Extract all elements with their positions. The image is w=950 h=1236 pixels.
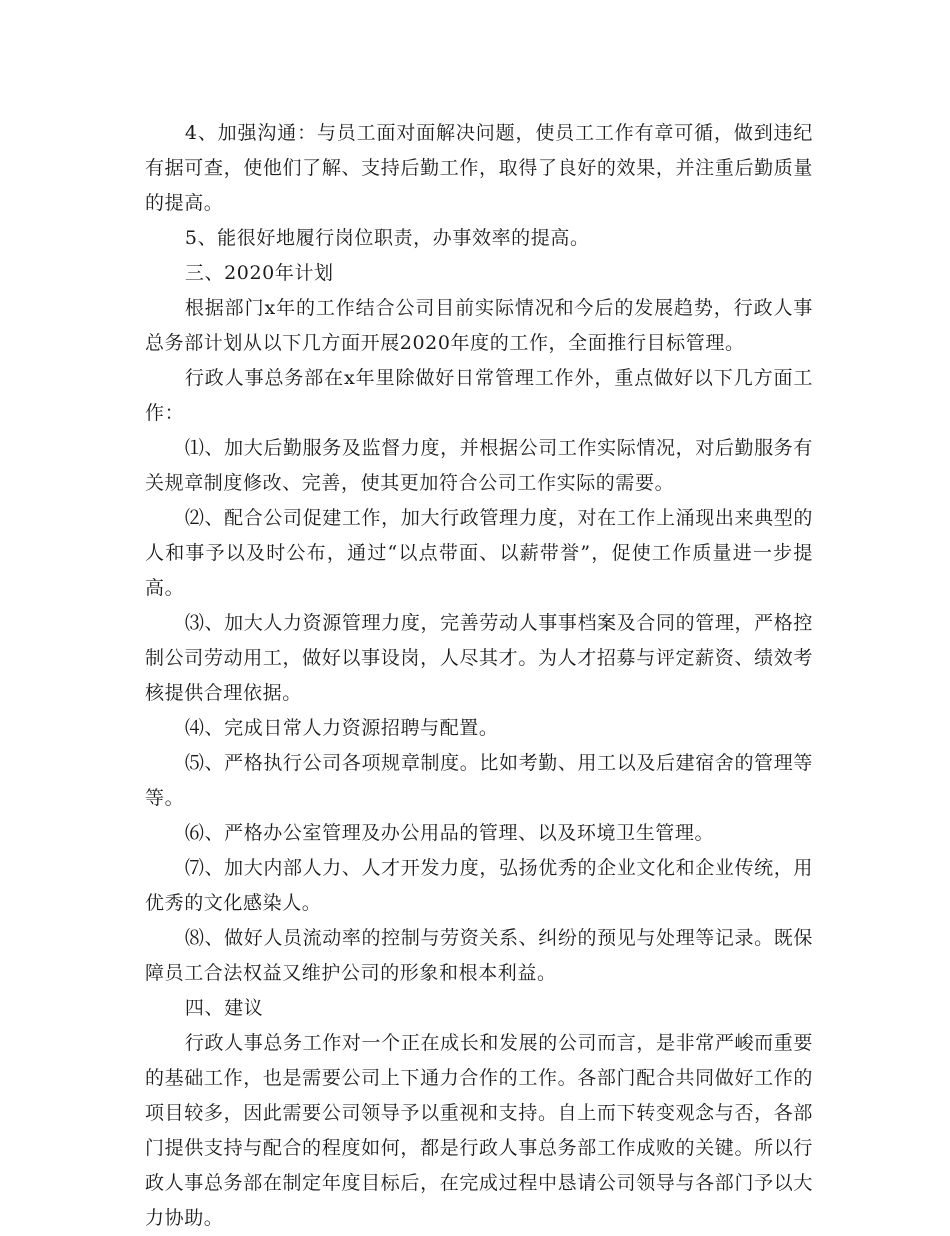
plan-item-2: ⑵、配合公司促建工作，加大行政管理力度，对在工作上涌现出来典型的人和事予以及时公布，通过“以点带面、以薪带誉”，促使工作质量进一步提高。: [145, 507, 813, 599]
plan-item-3: ⑶、加大人力资源管理力度，完善劳动人事事档案及合同的管理，严格控制公司劳动用工，做好以事设岗，人尽其才。为人才招募与评定薪资、绩效考核提供合理依据。: [145, 612, 813, 704]
section-heading-suggestions: 四、建议: [184, 997, 264, 1019]
document-body: [145, 116, 813, 1236]
plan-item-5: ⑸、严格执行公司各项规章制度。比如考勤、用工以及后建宿舍的管理等等。: [145, 752, 813, 809]
paragraph-item-5-duties: 5、能很好地履行岗位职责，办事效率的提高。: [184, 227, 590, 249]
plan-item-1: ⑴、加大后勤服务及监督力度，并根据公司工作实际情况，对后勤服务有关规章制度修改、完善，使其更加符合公司工作实际的需要。: [145, 437, 813, 494]
plan-item-7: ⑺、加大内部人力、人才开发力度，弘扬优秀的企业文化和企业传统，用优秀的文化感染人。: [145, 857, 813, 914]
section-heading-plan: 三、2020年计划: [184, 262, 334, 284]
paragraph-plan-focus: 行政人事总务部在x年里除做好日常管理工作外，重点做好以下几方面工作：: [145, 367, 813, 424]
paragraph-item-4-communication: 4、加强沟通：与员工面对面解决问题，使员工工作有章可循，做到违纪有据可查，使他们了解、支持后勤工作，取得了良好的效果，并注重后勤质量的提高。: [145, 122, 813, 214]
paragraph-plan-intro: 根据部门x年的工作结合公司目前实际情况和今后的发展趋势，行政人事总务部计划从以下几方面开展2020年度的工作，全面推行目标管理。: [145, 297, 813, 354]
paragraph-suggestions: 行政人事总务工作对一个正在成长和发展的公司而言，是非常严峻而重要的基础工作，也是需要公司上下通力合作的工作。各部门配合共同做好工作的项目较多，因此需要公司领导予以重视和支持。自上而下转变观念与否，各部门提供支持与配合的程度如何，都是行政人事总务部工作成败的关键。所以行政人事总务部在制定年度目标后，在完成过程中恳请公司领导与各部门予以大力协助。: [145, 1032, 813, 1229]
plan-item-8: ⑻、做好人员流动率的控制与劳资关系、纠纷的预见与处理等记录。既保障员工合法权益又维护公司的形象和根本利益。: [145, 927, 813, 984]
plan-item-6: ⑹、严格办公室管理及办公用品的管理、以及环境卫生管理。: [184, 822, 715, 844]
plan-item-4: ⑷、完成日常人力资源招聘与配置。: [184, 717, 499, 739]
